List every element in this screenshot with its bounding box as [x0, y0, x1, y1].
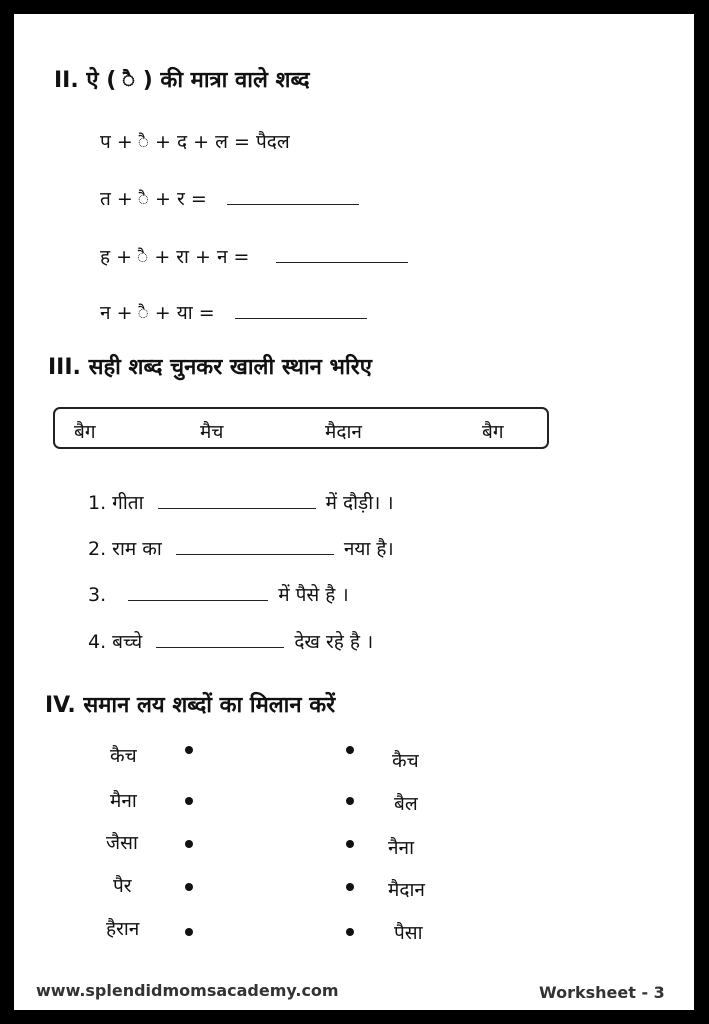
match-left-word: हैरान — [106, 918, 140, 940]
section-2-line-3 — [100, 243, 408, 269]
match-right-dot[interactable] — [346, 746, 354, 754]
match-left-dot[interactable] — [185, 840, 193, 848]
question-4 — [88, 628, 373, 654]
worksheet-page — [14, 14, 694, 1010]
match-right-word: कैच — [392, 750, 419, 772]
match-right-word: बैल — [394, 793, 418, 815]
question-text: 4. बच्चे — [88, 631, 143, 653]
equation-text: ह + ै + रा + न = — [100, 246, 250, 268]
match-left-dot[interactable] — [185, 883, 193, 891]
footer-worksheet-label: Worksheet - 3 — [539, 983, 665, 1002]
equation-text: त + ै + र = — [100, 188, 207, 210]
answer-blank[interactable] — [227, 186, 359, 205]
section-4-title: IV. समान लय शब्दों का मिलान करें — [45, 693, 336, 718]
match-left-word: जैसा — [106, 832, 138, 854]
word-option: बैग — [482, 421, 504, 443]
word-options-box — [53, 407, 549, 449]
answer-blank[interactable] — [276, 244, 408, 263]
match-right-word: पैसा — [394, 922, 423, 944]
word-option: मैदान — [325, 421, 362, 443]
question-text: 1. गीता — [88, 492, 144, 514]
answer-blank[interactable] — [235, 300, 367, 319]
section-2-line-2 — [100, 185, 359, 211]
match-right-dot[interactable] — [346, 840, 354, 848]
match-right-dot[interactable] — [346, 883, 354, 891]
footer-website: www.splendidmomsacademy.com — [36, 981, 339, 1000]
match-left-dot[interactable] — [185, 746, 193, 754]
match-right-word: मैदान — [388, 879, 425, 901]
question-text: नया है। — [343, 538, 394, 560]
section-3-title: III. सही शब्द चुनकर खाली स्थान भरिए — [48, 355, 372, 380]
question-text: में पैसे है । — [278, 584, 349, 606]
word-option: बैग — [74, 421, 96, 443]
section-2-line-1: प + ै + द + ल = पैदल — [100, 131, 290, 153]
match-left-word: मैना — [110, 790, 137, 812]
match-left-word: कैच — [110, 745, 137, 767]
question-text: 3. — [88, 584, 107, 606]
section-2-title: II. ऐ ( ै ) की मात्रा वाले शब्द — [54, 68, 310, 93]
question-3 — [88, 581, 349, 607]
match-left-dot[interactable] — [185, 797, 193, 805]
equation-text: न + ै + या = — [100, 302, 215, 324]
question-text: देख रहे है । — [294, 631, 374, 653]
question-text: 2. राम का — [88, 538, 162, 560]
question-text: में दौड़ी। । — [325, 492, 394, 514]
answer-blank[interactable] — [158, 490, 316, 509]
question-2 — [88, 535, 394, 561]
match-right-dot[interactable] — [346, 928, 354, 936]
word-option: मैच — [200, 421, 224, 443]
section-2-line-4 — [100, 299, 367, 325]
match-left-dot[interactable] — [185, 928, 193, 936]
question-1 — [88, 489, 394, 515]
match-left-word: पैर — [113, 875, 132, 897]
answer-blank[interactable] — [156, 629, 284, 648]
answer-blank[interactable] — [128, 582, 268, 601]
match-right-word: नैना — [388, 837, 415, 859]
match-right-dot[interactable] — [346, 797, 354, 805]
answer-blank[interactable] — [176, 536, 334, 555]
